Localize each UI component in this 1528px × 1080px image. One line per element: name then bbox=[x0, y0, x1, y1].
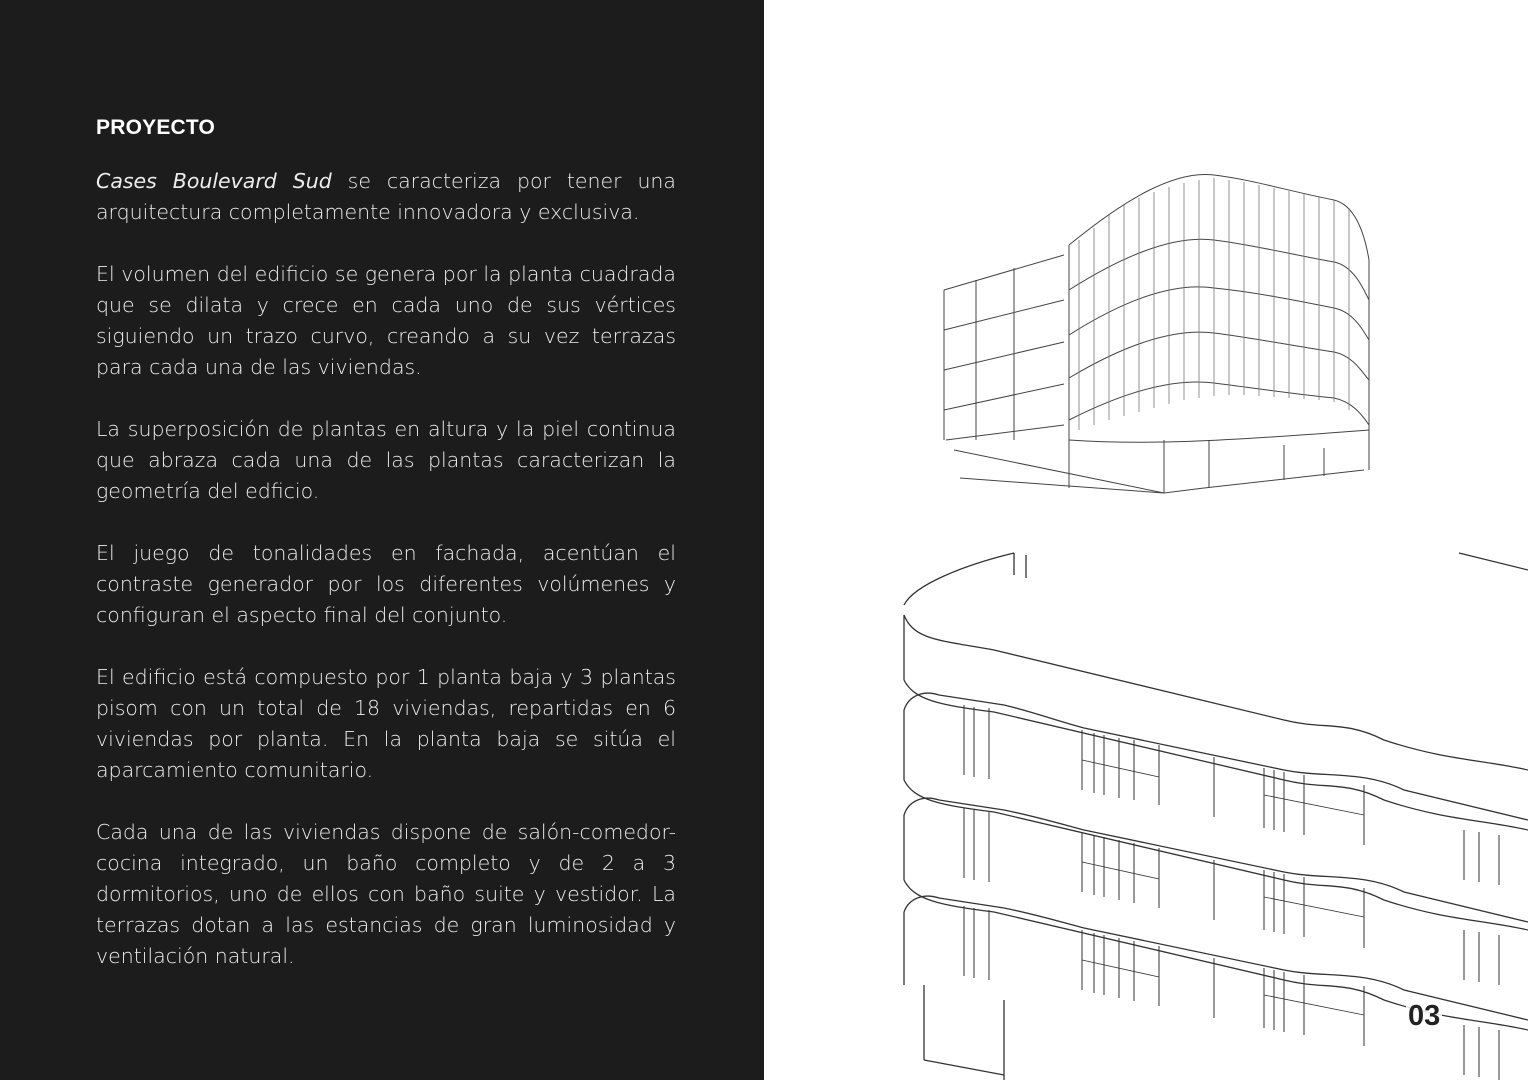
paragraph-facade: El juego de tonalidades en fachada, acentúan el contraste generador por los diferentes volúmenes y configuran el aspecto final del conjunto. bbox=[96, 541, 676, 627]
paragraph-composition: El edificio está compuesto por 1 planta baja y 3 plantas pisom con un total de 18 viviendas, repartidas en 6 viviendas por planta. En la planta baja se sitúa el aparcamiento comunitario. bbox=[96, 665, 676, 782]
drawing-panel bbox=[764, 0, 1528, 1080]
text-block bbox=[96, 116, 676, 1003]
section-heading: PROYECTO bbox=[96, 116, 216, 139]
paragraph-volume: El volumen del edificio se genera por la planta cuadrada que se dilata y crece en cada uno de sus vértices siguiendo un trazo curvo, creando a su vez terrazas para cada una de las viviendas. bbox=[96, 262, 676, 379]
paragraph-intro-text: se caracteriza por tener una arquitectura completamente innovadora y exclusiva. bbox=[96, 169, 676, 224]
paragraph-intro bbox=[96, 166, 676, 228]
paragraph-dwellings: Cada una de las viviendas dispone de salón-comedor-cocina integrado, un baño completo y de 2 a 3 dormitorios, uno de ellos con baño suite y vestidor. La terrazas dotan a las estancias de gran luminosidad y ventilación natural. bbox=[96, 820, 676, 968]
building-drawings bbox=[764, 0, 1528, 1080]
project-name: Cases Boulevard Sud bbox=[96, 169, 332, 193]
paragraph-geometry: La superposición de plantas en altura y la piel continua que abraza cada una de las plantas caracterizan la geometría del edficio. bbox=[96, 417, 676, 503]
building-perspective-sketch bbox=[944, 174, 1369, 493]
page-number: 03 bbox=[1408, 1000, 1441, 1032]
